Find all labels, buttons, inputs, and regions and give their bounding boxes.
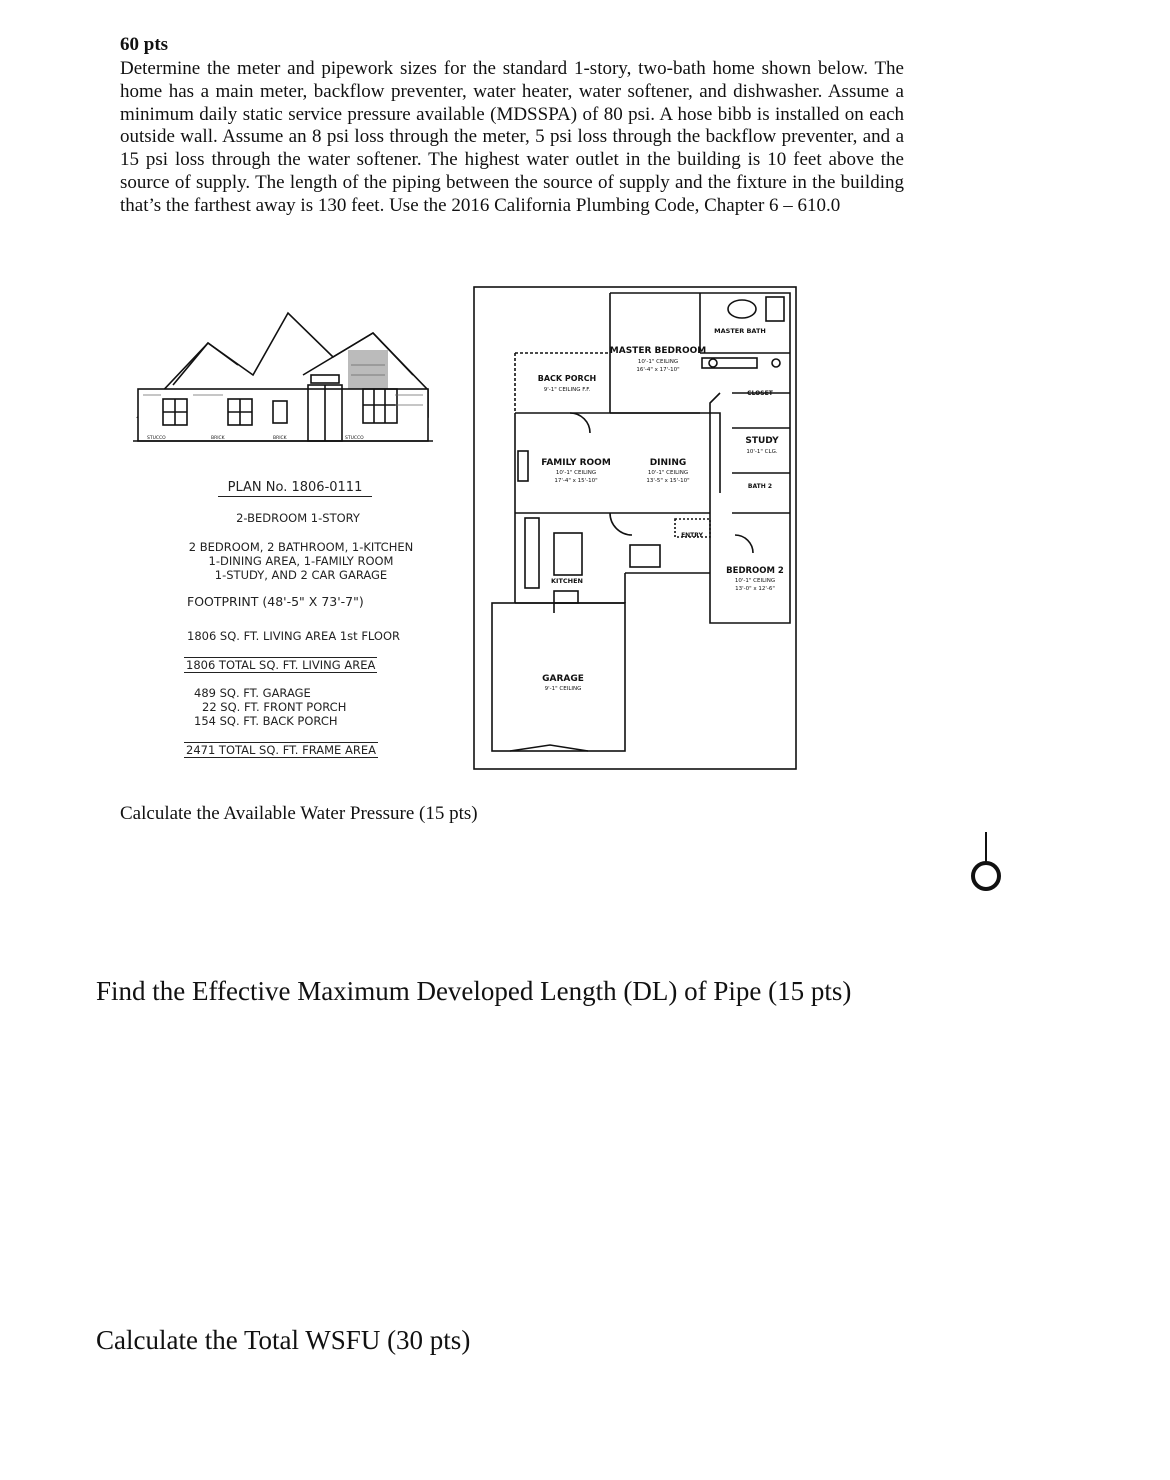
elevation-label-brick-1: BRICK xyxy=(211,436,225,441)
label-entry: ENTRY xyxy=(681,532,703,539)
problem-statement: Determine the meter and pipework sizes for the standard 1-story, two-bath home shown below. The home has a main meter, backflow preventer, water heater, water softener, and dishwasher. Assume a minimum daily static service pressure available (MDSSPA) of 80 psi. A hose bibb is installed on each outside wall. Assume an 8 psi loss through the meter, 5 psi loss through the backflow preventer, and a 15 psi loss through the water softener. The highest water outlet in the building is 10 feet above the source of supply. The length of the piping between the source of supply and the fixture in the building that’s the farthest away is 130 feet. Use the 2016 California Plumbing Code, Chapter 6 – 610.0 xyxy=(120,58,904,216)
label-bedroom-2-size: 13'-0" x 12'-6" xyxy=(735,586,775,592)
circle-marker-icon xyxy=(966,830,1006,894)
label-bedroom-2-ceiling: 10'-1" CEILING xyxy=(734,578,776,584)
label-kitchen: KITCHEN xyxy=(551,577,583,585)
plan-number-underline xyxy=(218,496,372,497)
plan-living-area: 1806 SQ. FT. LIVING AREA 1st FLOOR xyxy=(187,629,401,643)
label-back-porch-ceiling: 9'-1" CEILING F.F. xyxy=(543,387,591,393)
question-available-pressure: Calculate the Available Water Pressure (15 pts) xyxy=(120,803,478,824)
label-master-bedroom: MASTER BEDROOM xyxy=(609,346,707,356)
label-bath-2: BATH 2 xyxy=(747,483,773,490)
plan-subtitle: 2-BEDROOM 1-STORY xyxy=(236,511,360,525)
plan-rooms-line-3: 1-STUDY, AND 2 CAR GARAGE xyxy=(214,568,388,582)
floor-plan-drawing xyxy=(470,283,800,775)
plan-back-porch-area: 154 SQ. FT. BACK PORCH xyxy=(194,714,338,728)
question-developed-length: Find the Effective Maximum Developed Length (DL) of Pipe (15 pts) xyxy=(96,976,852,1006)
label-garage-ceiling: 9'-1" CEILING xyxy=(544,686,582,692)
label-garage: GARAGE xyxy=(542,674,584,684)
plan-total-frame-area: 2471 TOTAL SQ. FT. FRAME AREA xyxy=(186,743,376,757)
label-back-porch: BACK PORCH xyxy=(537,374,597,383)
label-master-bedroom-size: 16'-4" x 17'-10" xyxy=(636,367,680,373)
house-elevation-drawing xyxy=(133,305,433,455)
label-family-room-size: 17'-4" x 15'-10" xyxy=(554,478,598,484)
plan-footprint: FOOTPRINT (48'-5" X 73'-7") xyxy=(187,594,364,609)
label-study: STUDY xyxy=(745,436,779,446)
label-closet: CLOSET xyxy=(747,390,773,397)
label-dining: DINING xyxy=(649,458,687,468)
label-study-ceiling: 10'-1" CLG. xyxy=(746,449,778,455)
plan-total-living-area: 1806 TOTAL SQ. FT. LIVING AREA xyxy=(186,658,376,672)
label-family-room-ceiling: 10'-1" CEILING xyxy=(555,470,597,476)
question-total-wsfu: Calculate the Total WSFU (30 pts) xyxy=(96,1325,471,1355)
plan-garage-area: 489 SQ. FT. GARAGE xyxy=(194,686,311,700)
label-master-bath: MASTER BATH xyxy=(714,327,766,335)
plan-rooms-line-2: 1-DINING AREA, 1-FAMILY ROOM xyxy=(208,554,394,568)
plan-number: PLAN No. 1806-0111 xyxy=(227,480,363,495)
points-heading: 60 pts xyxy=(120,34,169,55)
label-dining-ceiling: 10'-1" CEILING xyxy=(647,470,689,476)
plan-front-porch-area: 22 SQ. FT. FRONT PORCH xyxy=(202,700,347,714)
label-family-room: FAMILY ROOM xyxy=(541,458,611,468)
elevation-label-stucco-right: STUCCO xyxy=(345,436,364,441)
plan-rooms-line-1: 2 BEDROOM, 2 BATHROOM, 1-KITCHEN xyxy=(188,540,414,554)
elevation-label-brick-2: BRICK xyxy=(273,436,287,441)
label-master-bedroom-ceiling: 10'-1" CEILING xyxy=(637,359,679,365)
elevation-label-stucco-left: STUCCO xyxy=(147,436,166,441)
label-bedroom-2: BEDROOM 2 xyxy=(726,566,784,576)
label-dining-size: 13'-5" x 15'-10" xyxy=(646,478,690,484)
